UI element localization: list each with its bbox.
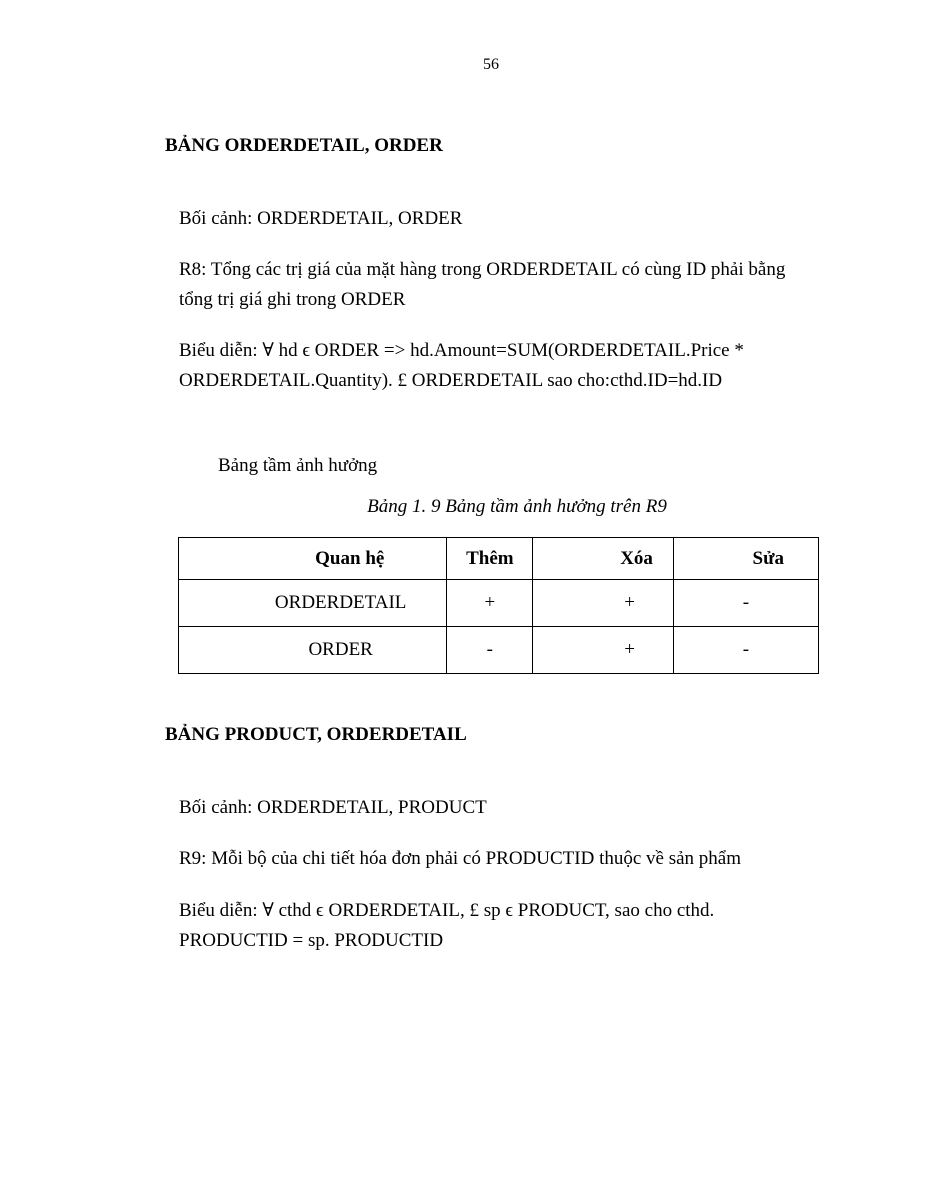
- representation-line2: PRODUCTID = sp. PRODUCTID: [179, 930, 444, 951]
- table-row: [179, 580, 819, 627]
- representation-line2: ORDERDETAIL.Quantity). £ ORDERDETAIL sao cho:cthd.ID=hd.ID: [179, 370, 723, 391]
- impact-table: [178, 537, 819, 674]
- rule-r8-line1: R8: Tổng các trị giá của mặt hàng trong ORDERDETAIL có cùng ID phải bằng: [179, 259, 786, 280]
- rule-r9: R9: Mỗi bộ của chi tiết hóa đơn phải có PRODUCTID thuộc về sản phẩm: [179, 848, 742, 869]
- rule-r8-line2: tổng trị giá ghi trong ORDER: [179, 289, 406, 310]
- header-insert: Thêm: [447, 538, 533, 580]
- cell-relation: ORDERDETAIL: [179, 580, 447, 627]
- cell-insert: -: [447, 627, 533, 674]
- cell-insert: +: [447, 580, 533, 627]
- context-text: Bối cảnh: ORDERDETAIL, ORDER: [179, 208, 463, 229]
- table-row: [179, 627, 819, 674]
- header-delete: Xóa: [533, 538, 674, 580]
- context-text: Bối cảnh: ORDERDETAIL, PRODUCT: [179, 797, 487, 818]
- section-heading-orderdetail-order: BẢNG ORDERDETAIL, ORDER: [165, 135, 443, 156]
- representation-line1: Biểu diễn: ∀ hd ϵ ORDER => hd.Amount=SUM(ORDERDETAIL.Price *: [179, 340, 744, 361]
- cell-update: -: [673, 580, 818, 627]
- table-caption: Bảng 1. 9 Bảng tầm ảnh hưởng trên R9: [367, 496, 667, 517]
- cell-delete: +: [533, 580, 674, 627]
- cell-update: -: [673, 627, 818, 674]
- header-update: Sửa: [673, 538, 818, 580]
- section-heading-product-orderdetail: BẢNG PRODUCT, ORDERDETAIL: [165, 724, 467, 745]
- header-relation: Quan hệ: [179, 538, 447, 580]
- representation-line1: Biểu diễn: ∀ cthd ϵ ORDERDETAIL, £ sp ϵ PRODUCT, sao cho cthd.: [179, 900, 715, 921]
- cell-delete: +: [533, 627, 674, 674]
- cell-relation: ORDER: [179, 627, 447, 674]
- page-number: 56: [483, 56, 499, 73]
- table-header-row: [179, 538, 819, 580]
- impact-table-label: Bảng tầm ảnh hưởng: [218, 455, 378, 476]
